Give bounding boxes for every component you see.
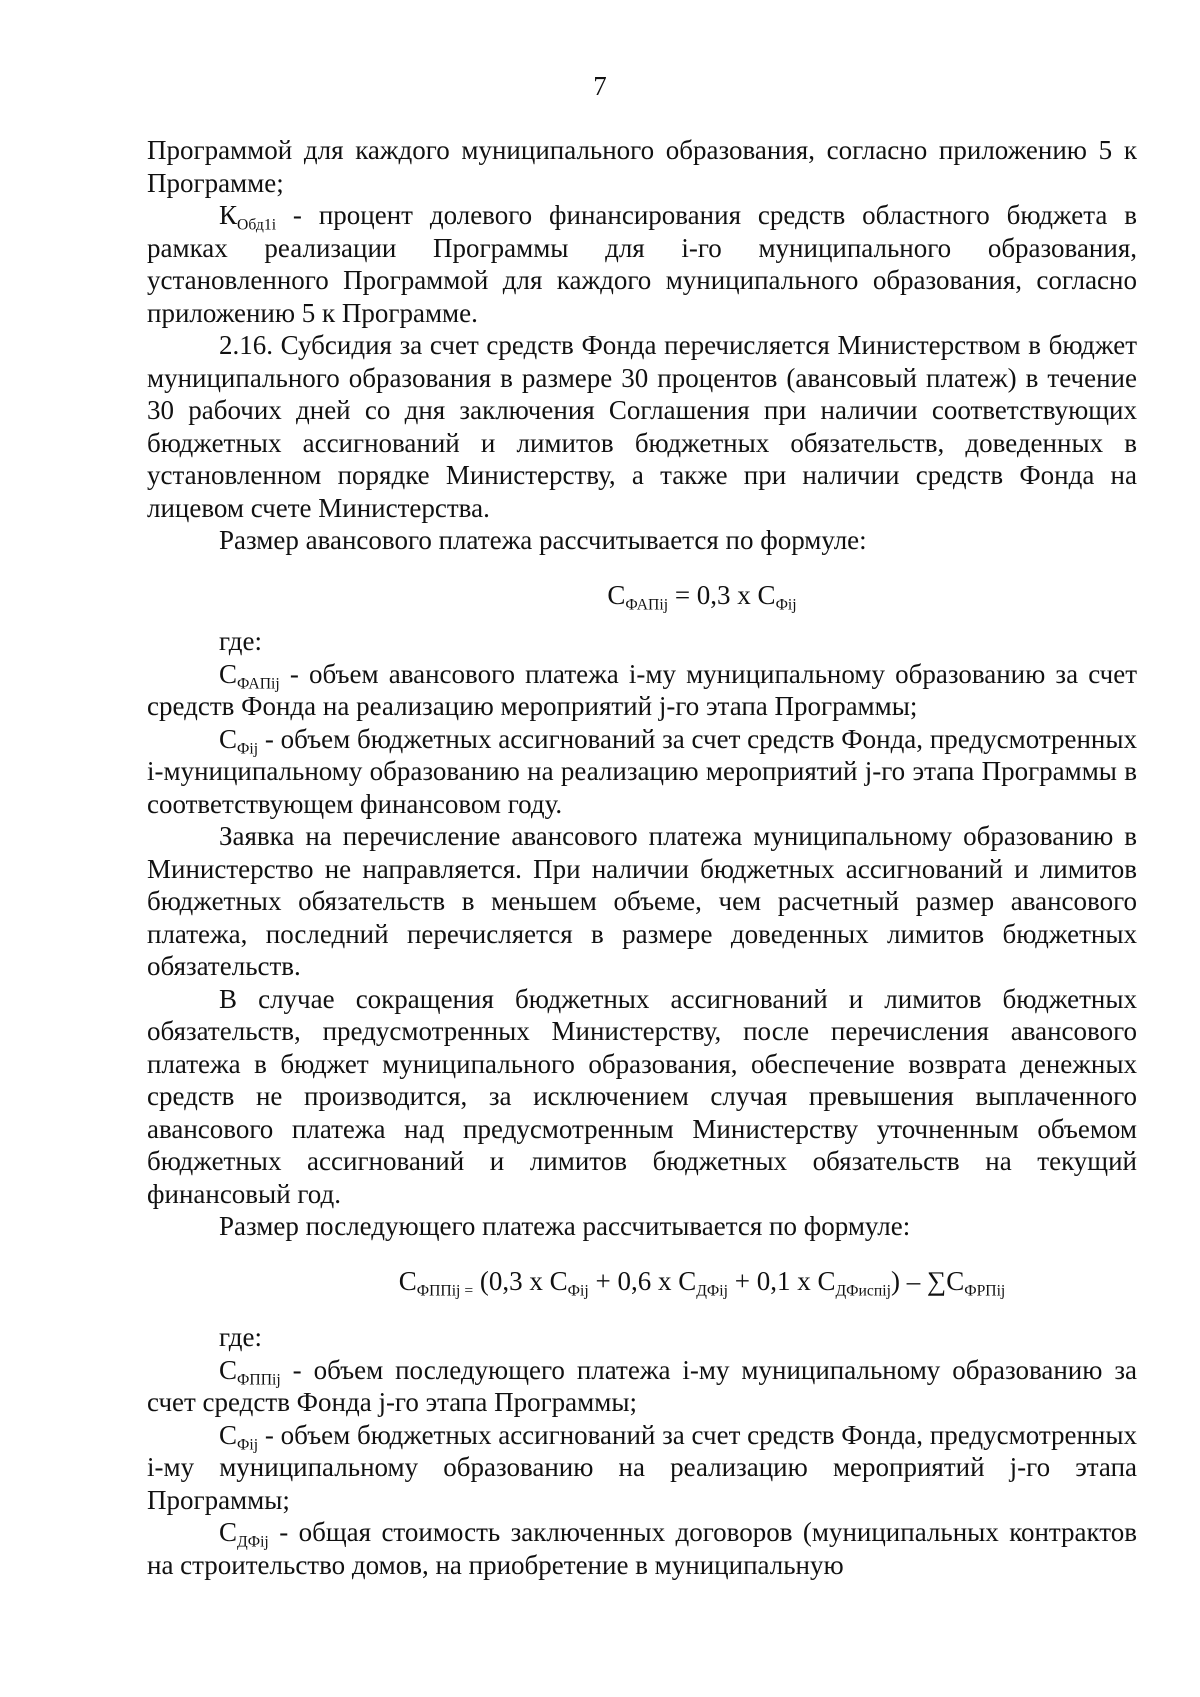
paragraph-subsequent-formula-intro: Размер последующего платежа рассчитывается по формуле: [219,1211,911,1241]
formula-advance-payment: $С_{ФАПij} = 0,3$ х $С_{Фij}$ [607,579,797,613]
formula-subsequent-payment: $С_{ФППij =}$ (0,3 х $С_{Фij} + 0,6$ х $С_{ДФij} + 0,1$ х $С_{ДФиспij}) - \sum С_{ФРПij}$ [398,1265,1006,1299]
paragraph-2-16: 2.16. Субсидия за счет средств Фонда перечисляется Министерством в бюджет муниципального образования в размере 30 процентов (авансовый платеж) в течение 30 рабочих дней со дня заключения Соглашения при наличии соответствующих бюджетных ассигнований и лимитов бюджетных обязательств, доведенных в установленном порядке Министерству, а также при наличии средств Фонда на лицевом счете Министерства. [147,330,1137,523]
paragraph-cfap-definition: $С_{ФАПij}$ - объем авансового платежа i-му муниципальному образованию за счет средств Фонда на реализацию мероприятий j-го этапа Программы; [147,658,1137,721]
paragraph-application: Заявка на перечисление авансового платежа муниципальному образованию в Министерство не направляется. При наличии бюджетных ассигнований и лимитов бюджетных обязательств в меньшем объеме, чем расчетный размер авансового платежа, последний перечисляется в размере доведенных лимитов бюджетных обязательств. [147,821,1137,981]
paragraph-advance-formula-intro: Размер авансового платежа рассчитывается по формуле: [219,525,867,555]
document-body [147,134,1137,1581]
where-label: где: [219,1322,262,1352]
page-number: 7 [593,71,607,101]
paragraph-reduction-case: В случае сокращения бюджетных ассигнований и лимитов бюджетных обязательств, предусмотренных Министерству, после перечисления авансового платежа в бюджет муниципального образования, обеспечение возврата денежных средств не производится, за исключением случая превышения выплаченного авансового платежа над предусмотренным Министерству уточненным объемом бюджетных ассигнований и лимитов бюджетных обязательств на текущий финансовый год. [147,983,1137,1209]
paragraph-cfpp-definition: $С_{ФППij}$ - объем последующего платежа i-му муниципальному образованию за счет средств Фонда j-го этапа Программы; [147,1354,1137,1417]
paragraph-kobd-definition: $К_{Обд1i}$ - процент долевого финансирования средств областного бюджета в рамках реализации Программы для i-го муниципального образования, установленного Программой для каждого муниципального образования, согласно приложению 5 к Программе. [147,200,1137,328]
paragraph-cdfij-definition: $С_{ДФij}$ - общая стоимость заключенных договоров (муниципальных контрактов на строительство домов, на приобретение в муниципальную [147,1517,1137,1580]
paragraph-cfij-definition-2: $С_{Фij}$ - объем бюджетных ассигнований за счет средств Фонда, предусмотренных i-му муниципальному образованию на реализацию мероприятий j-го этапа Программы; [147,1419,1137,1515]
paragraph-continuation: Программой для каждого муниципального образования, согласно приложению 5 к Программе; [147,135,1137,198]
where-label: где: [219,626,262,656]
paragraph-cfij-definition: $С_{Фij}$ - объем бюджетных ассигнований за счет средств Фонда, предусмотренных i-муниципальному образованию на реализацию мероприятий j-го этапа Программы в соответствующем финансовом году. [147,723,1137,819]
